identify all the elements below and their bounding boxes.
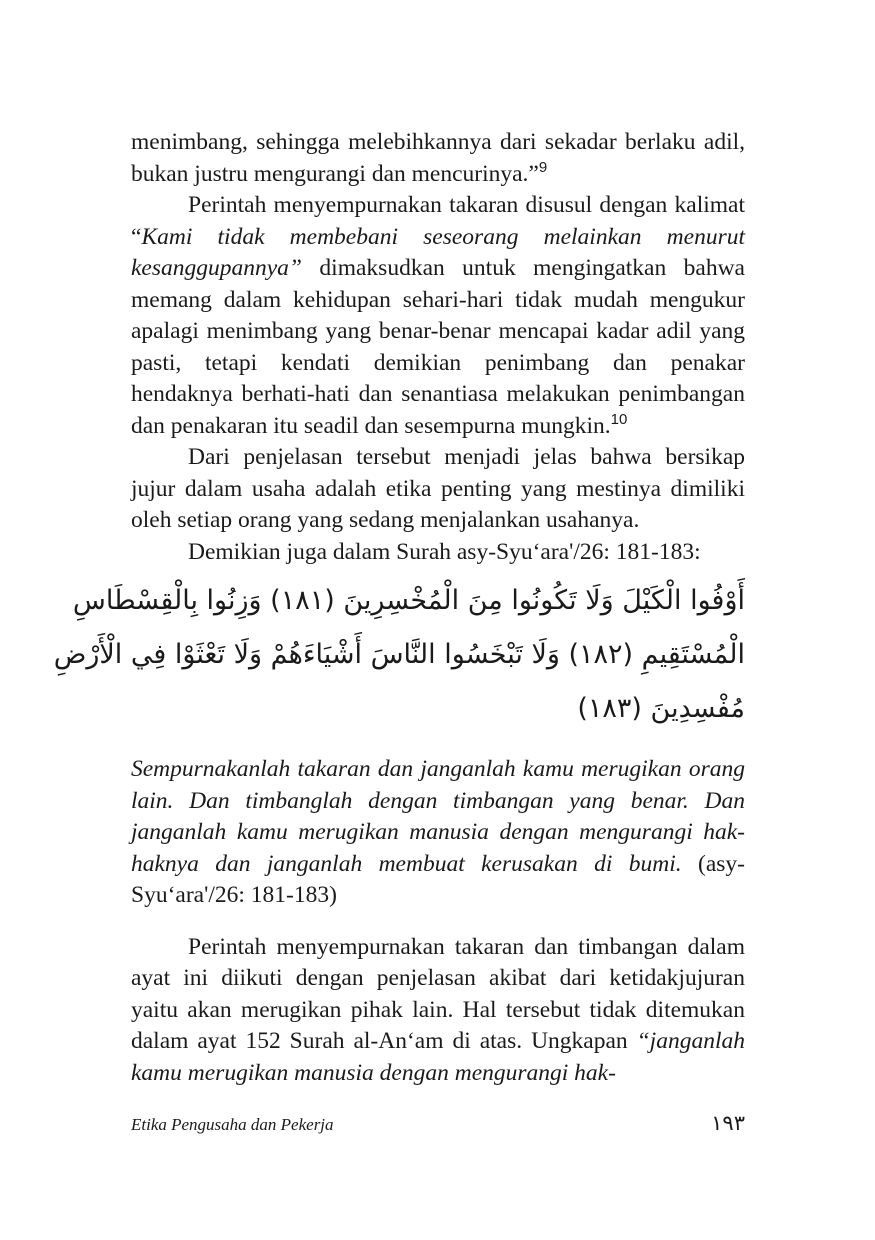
paragraph-3: Dari penjelasan tersebut menjadi jelas bahwa bersikap jujur dalam usaha adalah etika penting yang mestinya dimiliki oleh setiap orang yang sedang menjalankan usahanya. <box>131 444 745 533</box>
running-footer-title: Etika Pengusaha dan Pekerja <box>131 1115 334 1134</box>
arabic-verse-block <box>53 574 745 736</box>
page-number: ١٩٣ <box>711 1111 745 1135</box>
paragraph-4-intro: Demikian juga dalam Surah asy-Syu‘ara'/26: 181-183: <box>188 538 701 565</box>
paragraph-1-text: menimbang, sehingga melebihkannya dari sekadar berlaku adil, bukan justru mengurangi dan mencurinya.” <box>131 129 745 187</box>
paragraph-5 <box>131 932 745 1090</box>
page-footer <box>131 1111 745 1139</box>
paragraph-5-text: Perintah menyempurnakan takaran dan timbangan dalam ayat ini diikuti dengan penjelasan akibat dari ketidakjujuran yaitu akan merugikan pihak lain. Hal tersebut tidak ditemukan dalam ayat 152 Surah al-An‘am di atas. Ungkapan <box>131 933 745 1054</box>
arabic-verse-line: الْمُسْتَقِيمِ (١٨٢) وَلَا تَبْخَسُوا النَّاسَ أَشْيَاءَهُمْ وَلَا تَعْثَوْا فِي الْأَرْضِ <box>53 639 745 670</box>
arabic-verse-line: مُفْسِدِينَ (١٨٣) <box>577 693 745 724</box>
footnote-ref-10: 10 <box>610 410 628 428</box>
page-body <box>53 127 745 1089</box>
arabic-verse-line: أَوْفُوا الْكَيْلَ وَلَا تَكُونُوا مِنَ الْمُخْسِرِينَ (١٨١) وَزِنُوا بِالْقِسْطَاسِ <box>72 585 745 616</box>
paragraph-2-text-a: Perintah menyempurnakan takaran disusul dengan kalimat “ <box>131 192 745 250</box>
verse-translation <box>131 754 745 912</box>
paragraph-2-quote: Kami tidak membebani seseorang melainkan menurut kesanggupannya” <box>131 223 745 281</box>
paragraph-2-text-b: dimaksudkan untuk mengingatkan bahwa memang dalam kehidupan sehari-hari tidak mudah mengukur apalagi menimbang yang benar-benar mencapai kadar adil yang pasti, tetapi kendati demikian penimbang dan penakar hendaknya berhati-hati dan senantiasa melakukan penimbangan dan penakaran itu seadil dan sesempurna mungkin. <box>131 255 745 439</box>
footnote-ref-9: 9 <box>538 158 548 176</box>
paragraph-5-quote: “janganlah kamu merugikan manusia dengan mengurangi hak- <box>131 1028 745 1086</box>
paragraph-continuation <box>131 127 745 190</box>
translation-text: Sempurnakanlah takaran dan janganlah kamu merugikan orang lain. Dan timbanglah dengan timbangan yang benar. Dan janganlah kamu merugikan manusia dengan mengurangi hak-haknya dan janganlah membuat kerusakan di bumi. <box>131 756 745 877</box>
translation-reference: (asy-Syu‘ara'/26: 181-183) <box>131 850 745 908</box>
paragraph-2 <box>131 190 745 442</box>
